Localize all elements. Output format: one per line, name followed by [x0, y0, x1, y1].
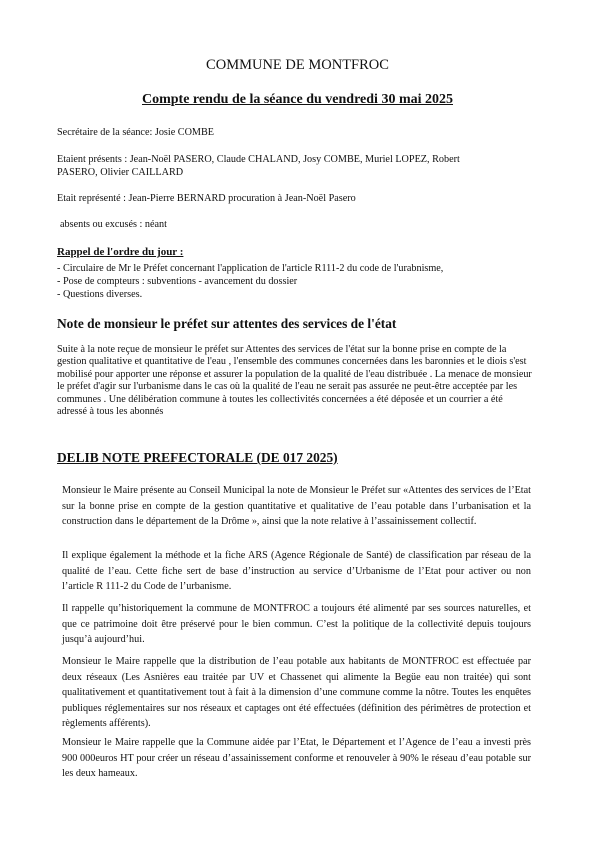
delib-paragraph: Monsieur le Maire rappelle que la Commune aidée par l’Etat, le Département et l’Agence de l’eau a investi près 900 000euros HT pour créer un réseau d’assainissement conforme et renouveler à 90% le réseau d’eau potable sur les deux hameaux.	[62, 737, 531, 780]
document-title: COMMUNE DE MONTFROC	[206, 57, 389, 73]
delib-paragraph: Il explique également la méthode et la fiche ARS (Agence Régionale de Santé) de classification par réseau de la qualité de l’eau. Cette fiche sert de base d’instruction au service d’Urbanisme de l’Etat pour activer ou non l’article R 111-2 du Code de l’urbanisme.	[62, 550, 531, 593]
agenda-item: - Questions diverses.	[57, 289, 143, 300]
agenda-item: - Pose de compteurs : subventions - avancement du dossier	[57, 276, 298, 287]
delib-paragraph: Monsieur le Maire présente au Conseil Municipal la note de Monsieur le Préfet sur «Attentes des services de l’Etat sur la bonne prise en compte de la gestion quantitative et qualitative de l’eau potable dans l’urbanisation et la construction dans le département de la Drôme », ainsi que la note relative à l’assainissement collectif.	[62, 485, 531, 528]
note-body: Suite à la note reçue de monsieur le préfet sur Attentes des services de l'état sur la bonne prise en compte de la gestion qualitative et quantitative de l'eau , l'ensemble des communes concernées dans les baronnies et le diois s'est mobilisé pour apporter une réponse et assurer la population de la qualité de l'eau distribuée . La menace de monsieur le préfet d'agir sur l'urbanisme dans le cas où la qualité de l'eau ne serait pas assurée ne peut-être acceptée par les communes . Une délibération commune à toutes les collectivités concernées a été déposée et un courrier a été adressé à tous les abonnés	[57, 344, 532, 418]
delib-heading: DELIB NOTE PREFECTORALE (DE 017 2025)	[57, 450, 338, 465]
agenda-item: - Circulaire de Mr le Préfet concernant l'application de l'article R111-2 du code de l'urabnisme,	[57, 263, 444, 274]
document-subtitle: Compte rendu de la séance du vendredi 30 mai 2025	[142, 92, 453, 107]
secretary-line: Secrétaire de la séance: Josie COMBE	[57, 127, 215, 138]
absent-line: absents ou excusés : néant	[60, 219, 167, 230]
note-heading: Note de monsieur le préfet sur attentes des services de l'état	[57, 316, 397, 331]
delib-paragraph: Monsieur le Maire rappelle que la distribution de l’eau potable aux habitants de MONTFROC est effectuée par deux réseaux (Les Asnières eau traitée par UV et Chassenet qui alimente la Begüe eau non traitée) qui sont qualitativement et quantitativement tout à fait à la dimension d’une commune comme la nôtre. Toutes les enquêtes publiques réglementaires sur nos réseaux et captages ont été effectuées (définition des périmètres de protection et règlements afférents).	[62, 656, 531, 730]
present-line-2: PASERO, Olivier CAILLARD	[57, 167, 184, 178]
delib-paragraph: Il rappelle qu’historiquement la commune de MONTFROC a toujours été alimenté par ses sources naturelles, et que ce patrimoine doit être préservé pour le bien commun. C’est la politique de la collectivité depuis toujours jusqu’à aujourd’hui.	[62, 603, 531, 646]
represented-line: Etait représenté : Jean-Pierre BERNARD procuration à Jean-Noël Pasero	[57, 193, 356, 204]
agenda-heading: Rappel de l'ordre du jour :	[57, 246, 184, 258]
present-line-1: Etaient présents : Jean-Noël PASERO, Claude CHALAND, Josy COMBE, Muriel LOPEZ, Robert	[57, 154, 460, 165]
